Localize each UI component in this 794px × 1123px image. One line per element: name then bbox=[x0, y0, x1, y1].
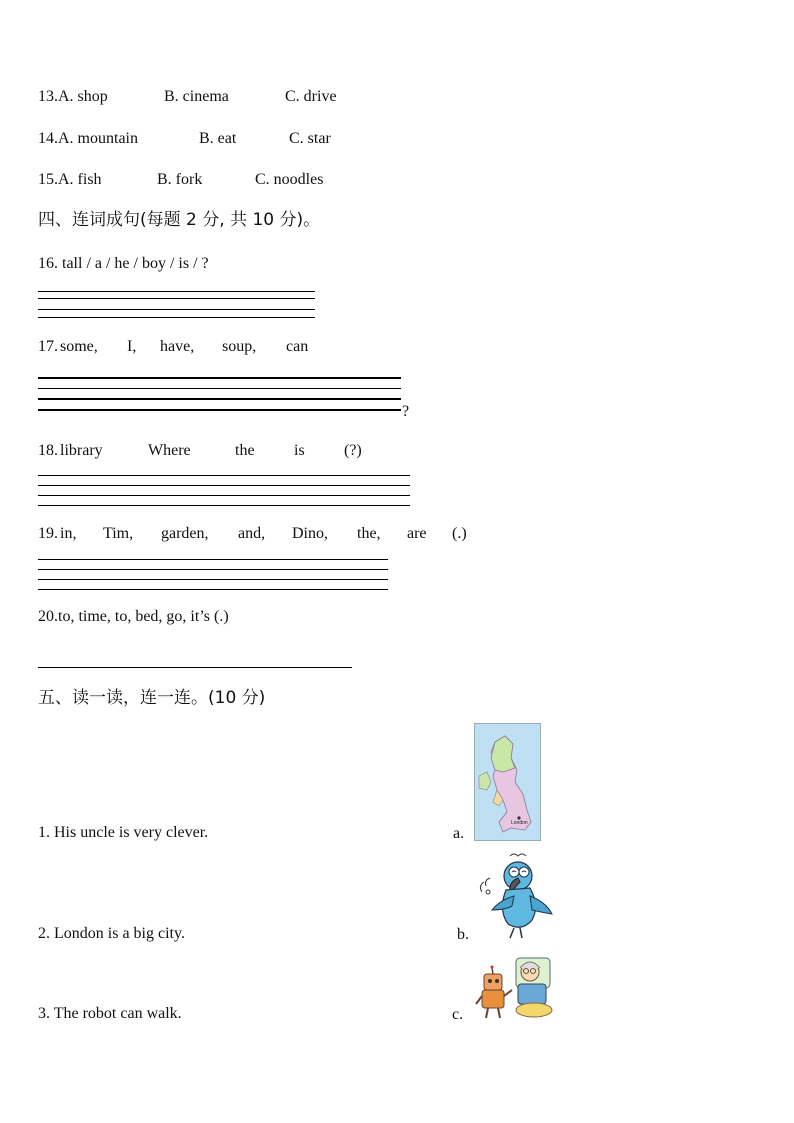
question-number: 19. bbox=[38, 525, 58, 542]
question-number: 15. bbox=[38, 171, 58, 188]
map-label: London bbox=[511, 820, 528, 826]
word: and, bbox=[238, 525, 266, 542]
option-letter-c: c. bbox=[452, 1006, 464, 1023]
answer-line bbox=[38, 667, 352, 668]
writing-line bbox=[38, 309, 315, 310]
option-b: B. eat bbox=[199, 130, 237, 147]
option-a: A. mountain bbox=[58, 130, 138, 147]
question-mark: ? bbox=[402, 403, 410, 420]
word: Tim, bbox=[103, 525, 134, 542]
writing-line bbox=[38, 485, 410, 486]
writing-line bbox=[38, 291, 315, 292]
writing-line bbox=[38, 475, 410, 476]
writing-line bbox=[38, 298, 315, 299]
question-16: 16. tall / a / he / boy / is / ? bbox=[38, 255, 209, 272]
writing-line bbox=[38, 388, 401, 389]
question-15 bbox=[38, 172, 102, 188]
question-19 bbox=[38, 526, 478, 544]
word: can bbox=[286, 338, 309, 355]
word: (?) bbox=[344, 442, 362, 459]
writing-line bbox=[38, 559, 388, 560]
option-a: A. fish bbox=[58, 171, 102, 188]
word: have, bbox=[160, 338, 195, 355]
option-letter-a: a. bbox=[453, 825, 465, 842]
word: I, bbox=[127, 338, 137, 355]
question-17 bbox=[38, 339, 358, 357]
question-14 bbox=[38, 131, 138, 147]
map-of-britain-image bbox=[474, 723, 541, 841]
section-4-heading: 四、连词成句(每题 2 分, 共 10 分)。 bbox=[38, 210, 321, 230]
word: (.) bbox=[452, 525, 467, 542]
option-c: C. noodles bbox=[255, 171, 324, 188]
word: in, bbox=[60, 525, 77, 542]
word: the bbox=[235, 442, 255, 459]
writing-line bbox=[38, 589, 388, 590]
sentence-3: 3. The robot can walk. bbox=[38, 1005, 182, 1022]
option-b: B. fork bbox=[157, 171, 203, 188]
option-c: C. star bbox=[289, 130, 331, 147]
word: garden, bbox=[161, 525, 209, 542]
option-a: A. shop bbox=[58, 88, 108, 105]
word: are bbox=[407, 525, 427, 542]
question-18 bbox=[38, 443, 378, 461]
question-number: 13. bbox=[38, 88, 58, 105]
word: some, bbox=[60, 338, 98, 355]
writing-line bbox=[38, 495, 410, 496]
option-b: B. cinema bbox=[164, 88, 229, 105]
word: soup, bbox=[222, 338, 257, 355]
word: library bbox=[60, 442, 103, 459]
section-5-heading: 五、读一读，连一连。(10 分) bbox=[38, 688, 266, 708]
sentence-2: 2. London is a big city. bbox=[38, 925, 185, 942]
writing-line bbox=[38, 409, 401, 411]
word: Where bbox=[148, 442, 191, 459]
grandma-robot-image bbox=[474, 956, 556, 1022]
map-illustration bbox=[475, 724, 540, 840]
question-number: 18. bbox=[38, 442, 58, 459]
question-number: 14. bbox=[38, 130, 58, 147]
parrot-image bbox=[474, 852, 554, 940]
writing-line bbox=[38, 377, 401, 379]
writing-line bbox=[38, 398, 401, 400]
question-20: 20.to, time, to, bed, go, it’s (.) bbox=[38, 608, 229, 625]
writing-line bbox=[38, 579, 388, 580]
word: is bbox=[294, 442, 305, 459]
question-13 bbox=[38, 89, 108, 105]
writing-line bbox=[38, 317, 315, 318]
option-c: C. drive bbox=[285, 88, 337, 105]
word: Dino, bbox=[292, 525, 328, 542]
sentence-1: 1. His uncle is very clever. bbox=[38, 824, 209, 841]
writing-line bbox=[38, 505, 410, 506]
word: the, bbox=[357, 525, 381, 542]
question-number: 17. bbox=[38, 338, 58, 355]
option-letter-b: b. bbox=[457, 926, 469, 943]
writing-line bbox=[38, 569, 388, 570]
